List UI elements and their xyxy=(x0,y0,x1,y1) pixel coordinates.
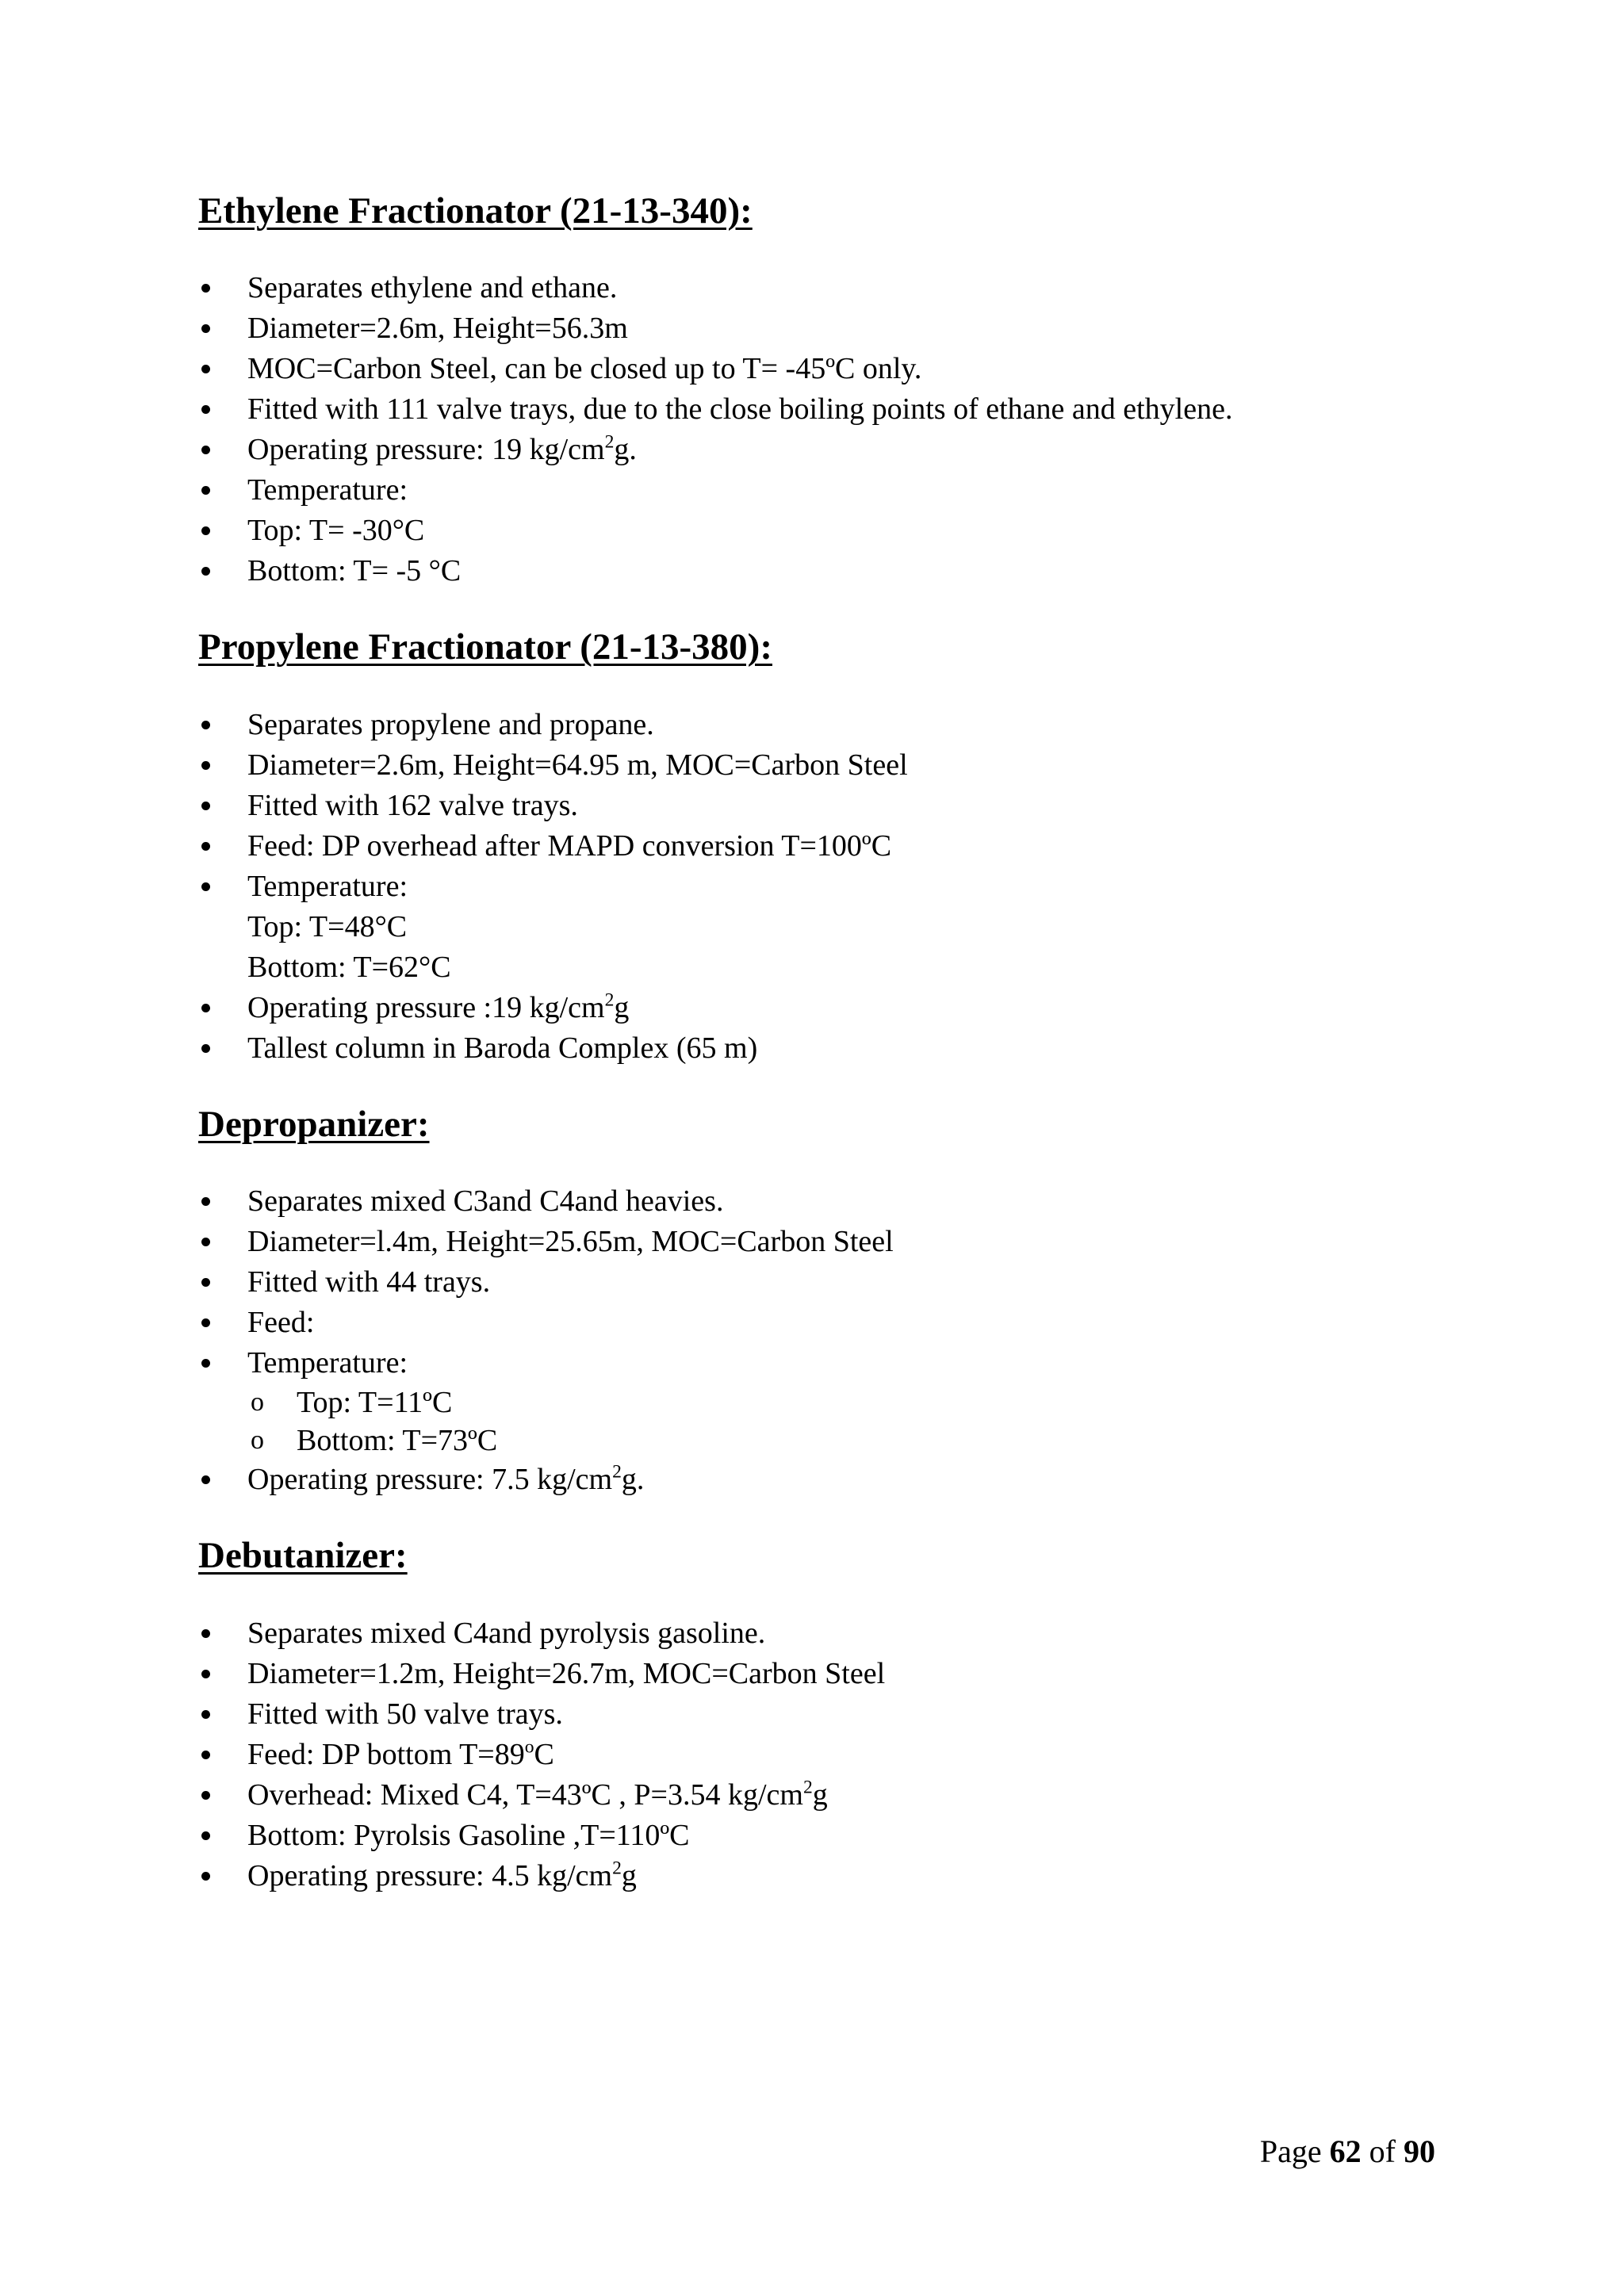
list-item: Fitted with 44 trays. xyxy=(198,1262,1435,1303)
superscript: o xyxy=(524,1735,534,1757)
item-text: Operating pressure: 7.5 kg/cm xyxy=(247,1463,613,1497)
section-depropanizer xyxy=(198,1102,1435,1500)
list-item: Diameter=2.6m, Height=64.95 m, MOC=Carbon Steel xyxy=(198,745,1435,786)
list-item: Feed: xyxy=(198,1303,1435,1343)
list-item: Diameter=1.2m, Height=26.7m, MOC=Carbon Steel xyxy=(198,1654,1435,1694)
list-item: Tallest column in Baroda Complex (65 m) xyxy=(198,1028,1435,1069)
bullet-list xyxy=(198,705,1435,1069)
item-text: Temperature: xyxy=(247,1346,408,1380)
page-word: Page xyxy=(1259,2133,1322,2169)
list-item: Diameter=2.6m, Height=56.3m xyxy=(198,308,1435,349)
list-item: Fitted with 111 valve trays, due to the close boiling points of ethane and ethylene. xyxy=(198,389,1435,430)
section-heading: Ethylene Fractionator (21-13-340): xyxy=(198,190,753,232)
list-item: Fitted with 162 valve trays. xyxy=(198,786,1435,826)
sub-list-item: o Bottom: T=73ºC xyxy=(247,1422,1435,1460)
section-ethylene-fractionator xyxy=(198,189,1435,591)
item-text: Operating pressure: 19 kg/cm xyxy=(247,433,605,467)
list-item: Separates mixed C4and pyrolysis gasoline. xyxy=(198,1613,1435,1654)
item-text: Overhead: Mixed C4, T=43ºC , P=3.54 kg/cm xyxy=(247,1777,803,1812)
list-item xyxy=(198,1775,1435,1816)
item-text: Top: T=48°C xyxy=(247,909,408,943)
superscript: 2 xyxy=(604,431,615,453)
item-text: g xyxy=(812,1777,828,1812)
page-number: 62 xyxy=(1329,2133,1362,2169)
superscript: 2 xyxy=(802,1776,813,1797)
sub-list-item: o Top: T=11ºC xyxy=(247,1383,1435,1422)
page-total: 90 xyxy=(1404,2133,1435,2169)
superscript: 2 xyxy=(604,989,615,1011)
list-item: Separates propylene and propane. xyxy=(198,705,1435,745)
list-item xyxy=(198,1460,1435,1500)
list-item xyxy=(198,430,1435,470)
section-heading: Debutanizer: xyxy=(198,1535,408,1577)
list-item xyxy=(198,1735,1435,1775)
list-item: Bottom: Pyrolsis Gasoline ,T=110ºC xyxy=(198,1816,1435,1856)
item-text: Operating pressure: 4.5 kg/cm xyxy=(247,1858,613,1892)
list-item: Separates ethylene and ethane. xyxy=(198,268,1435,308)
sub-list xyxy=(247,1383,1435,1460)
of-word: of xyxy=(1369,2133,1396,2169)
item-text: g. xyxy=(614,433,637,467)
item-text: Feed: DP bottom T=89 xyxy=(247,1737,525,1771)
list-item xyxy=(198,1856,1435,1896)
list-item: Fitted with 50 valve trays. xyxy=(198,1694,1435,1735)
list-item xyxy=(198,988,1435,1028)
item-text: Operating pressure :19 kg/cm xyxy=(247,990,605,1024)
list-item: MOC=Carbon Steel, can be closed up to T= -45ºC only. xyxy=(198,349,1435,389)
bullet-list xyxy=(198,268,1435,591)
section-heading: Depropanizer: xyxy=(198,1103,430,1145)
list-item xyxy=(198,1343,1435,1460)
item-text: C xyxy=(534,1737,554,1771)
page-footer xyxy=(1260,2133,1435,2171)
list-item: Feed: DP overhead after MAPD conversion T=100ºC xyxy=(198,826,1435,867)
list-item: Bottom: T= -5 °C xyxy=(198,551,1435,591)
list-item: Diameter=l.4m, Height=25.65m, MOC=Carbon Steel xyxy=(198,1222,1435,1262)
item-text: Bottom: T=62°C xyxy=(247,950,451,984)
section-heading: Propylene Fractionator (21-13-380): xyxy=(198,626,772,668)
item-text: Temperature: xyxy=(247,869,408,903)
page-content xyxy=(198,189,1435,1896)
bullet-list xyxy=(198,1613,1435,1896)
list-item: Separates mixed C3and C4and heavies. xyxy=(198,1181,1435,1222)
bullet-list xyxy=(198,1181,1435,1500)
superscript: 2 xyxy=(612,1857,622,1878)
section-propylene-fractionator xyxy=(198,625,1435,1068)
list-item: Top: T= -30°C xyxy=(198,511,1435,551)
item-text: g xyxy=(621,1858,637,1892)
section-debutanizer xyxy=(198,1533,1435,1896)
item-text: g xyxy=(614,990,630,1024)
list-item xyxy=(198,867,1435,988)
list-item: Temperature: xyxy=(198,470,1435,511)
superscript: 2 xyxy=(612,1461,622,1483)
item-text: g. xyxy=(621,1463,645,1497)
